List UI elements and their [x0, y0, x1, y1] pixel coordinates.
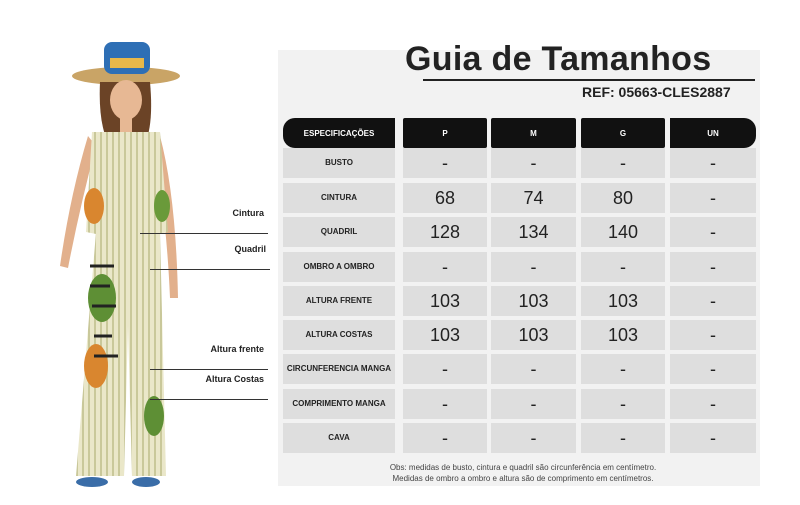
value-m: 103 — [491, 320, 576, 350]
product-reference: REF: 05663-CLES2887 — [582, 84, 731, 100]
pointer-altura-costas — [150, 374, 268, 400]
value-g: 140 — [581, 217, 665, 247]
row-label: CAVA — [283, 423, 395, 453]
value-un: - — [670, 252, 756, 282]
value-m: 134 — [491, 217, 576, 247]
measurement-note — [290, 462, 756, 484]
value-m: 103 — [491, 286, 576, 316]
header-cell-spec: ESPECIFICAÇÕES — [283, 118, 395, 148]
header-cell-m: M — [491, 118, 576, 148]
value-un: - — [670, 423, 756, 453]
value-g: 103 — [581, 320, 665, 350]
header-cell-p: P — [403, 118, 487, 148]
value-un: - — [670, 183, 756, 213]
title-bold: Tamanhos — [541, 40, 712, 78]
note-line-2: Medidas de ombro a ombro e altura são de comprimento em centímetros. — [392, 474, 654, 483]
value-p: - — [403, 354, 487, 384]
row-label: COMPRIMENTO MANGA — [283, 389, 395, 419]
pointer-line — [150, 269, 270, 270]
pointer-label-quadril: Quadril — [234, 244, 266, 254]
value-m: - — [491, 252, 576, 282]
value-un: - — [670, 148, 756, 178]
value-g: - — [581, 423, 665, 453]
value-g: - — [581, 148, 665, 178]
value-p: 103 — [403, 320, 487, 350]
pointer-line — [150, 399, 268, 400]
value-m: 74 — [491, 183, 576, 213]
value-g: - — [581, 354, 665, 384]
value-m: - — [491, 148, 576, 178]
note-line-1: Obs: medidas de busto, cintura e quadril são circunferência em centímetro. — [389, 463, 657, 472]
header-cell-g: G — [581, 118, 665, 148]
value-g: - — [581, 252, 665, 282]
header-cell-un: UN — [670, 118, 756, 148]
value-m: - — [491, 423, 576, 453]
value-p: - — [403, 252, 487, 282]
pointer-cintura — [140, 208, 268, 234]
value-p: 103 — [403, 286, 487, 316]
pointer-label-altura-frente: Altura frente — [210, 344, 264, 354]
pointer-altura-frente — [150, 344, 268, 370]
value-un: - — [670, 320, 756, 350]
title-divider — [423, 79, 755, 81]
pointer-label-altura-costas: Altura Costas — [205, 374, 264, 384]
row-label: QUADRIL — [283, 217, 395, 247]
value-p: 128 — [403, 217, 487, 247]
pointer-line — [150, 369, 268, 370]
page-title — [405, 40, 711, 79]
value-p: - — [403, 389, 487, 419]
value-p: - — [403, 423, 487, 453]
value-un: - — [670, 389, 756, 419]
value-g: 103 — [581, 286, 665, 316]
pointer-line — [140, 233, 268, 234]
pointer-label-cintura: Cintura — [232, 208, 264, 218]
value-g: - — [581, 389, 665, 419]
row-label: CINTURA — [283, 183, 395, 213]
value-m: - — [491, 354, 576, 384]
row-label: CIRCUNFERENCIA MANGA — [283, 354, 395, 384]
pointer-quadril — [150, 244, 270, 270]
value-un: - — [670, 286, 756, 316]
row-label: OMBRO A OMBRO — [283, 252, 395, 282]
value-m: - — [491, 389, 576, 419]
value-un: - — [670, 217, 756, 247]
row-label: ALTURA COSTAS — [283, 320, 395, 350]
title-regular: Guia de — [405, 40, 542, 78]
value-p: 68 — [403, 183, 487, 213]
row-label: ALTURA FRENTE — [283, 286, 395, 316]
row-label: BUSTO — [283, 148, 395, 178]
value-un: - — [670, 354, 756, 384]
value-g: 80 — [581, 183, 665, 213]
value-p: - — [403, 148, 487, 178]
